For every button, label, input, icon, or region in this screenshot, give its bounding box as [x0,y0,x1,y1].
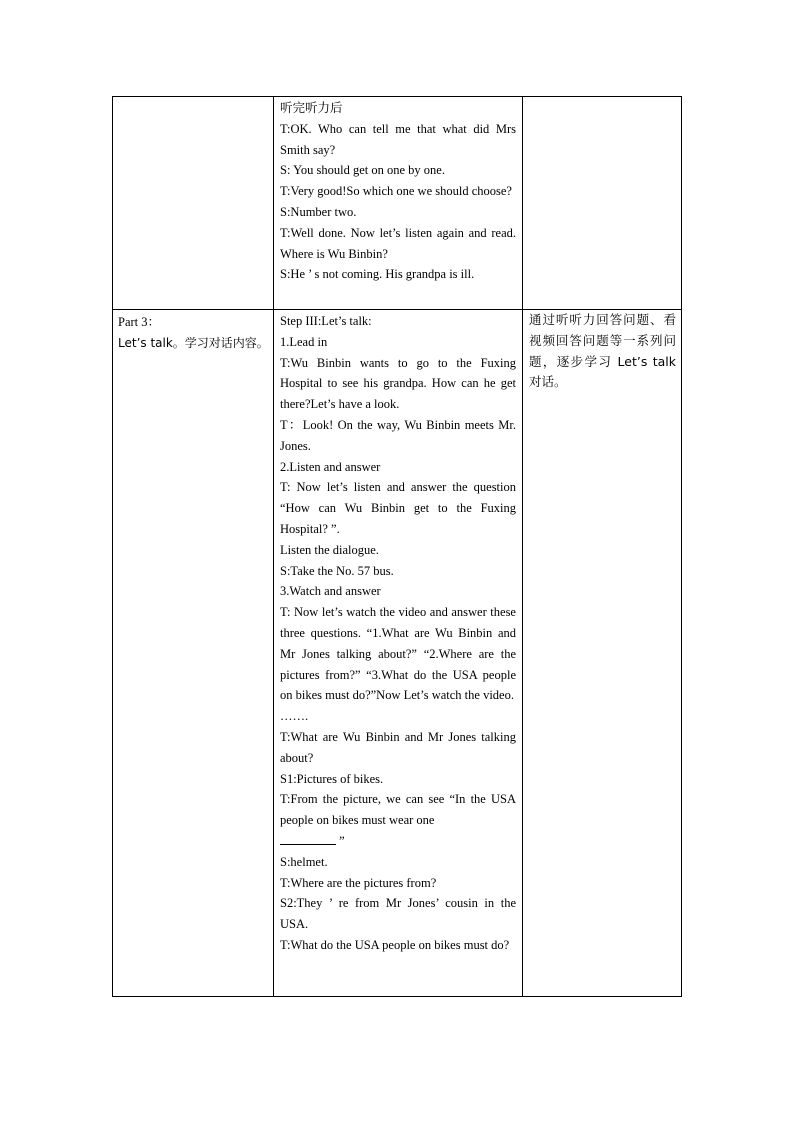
answer-blank [280,832,336,845]
part-description: Let’s talk。学习对话内容。 [118,335,269,350]
part-title: Part 3： [118,315,161,329]
process-line: S2:They ’ re from Mr Jones’ cousin in the USA. [280,896,516,932]
purpose-text: 通过听听力回答问题、看视频回答问题等一系列问题，逐步学习 Let’s talk 对话。 [529,312,676,390]
purpose-cell [523,310,682,997]
process-line: 3.Watch and answer [280,584,381,599]
process-line: S:Take the No. 57 bus. [280,563,394,578]
process-line: T:Where are the pictures from? [280,875,437,890]
process-line: T：Look! On the way, Wu Binbin meets Mr. Jones. [280,417,516,453]
process-line: 听完听力后 [280,100,343,115]
part-cell [113,310,274,997]
process-line: T:Very good!So which one we should choose? [280,184,512,199]
process-line: S: You should get on one by one. [280,163,445,178]
process-line: T:What are Wu Binbin and Mr Jones talking about? [280,729,516,765]
table-row [113,97,682,310]
process-line: T:Well done. Now let’s listen again and read. Where is Wu Binbin? [280,225,516,261]
process-cell [274,310,523,997]
process-line: ……. [280,709,309,724]
process-line: T: Now let’s listen and answer the question “How can Wu Binbin get to the Fuxing Hospital? ”. [280,480,516,536]
process-line: S:helmet. [280,854,328,869]
closing-quote: ” [339,833,345,848]
process-line: T:Wu Binbin wants to go to the Fuxing Hospital to see his grandpa. How can he get there?Let’s have a look. [280,355,516,412]
answer-blank-line [280,831,516,852]
process-cell [274,97,523,310]
process-line: T:What do the USA people on bikes must do? [280,937,510,952]
process-text [274,310,522,956]
process-line: T:From the picture, we can see “In the USA people on bikes must wear one [280,792,516,828]
part-cell [113,97,274,310]
process-line: S:He ’ s not coming. His grandpa is ill. [280,267,475,282]
process-line: 2.Listen and answer [280,459,381,474]
process-text [274,97,522,285]
process-line: T:OK. Who can tell me that what did Mrs Smith say? [280,121,516,157]
process-line: 1.Lead in [280,334,328,349]
process-line: S1:Pictures of bikes. [280,771,384,786]
lesson-plan-table [112,96,682,997]
purpose-cell [523,97,682,310]
process-line: Listen the dialogue. [280,542,379,557]
process-line: S:Number two. [280,204,357,219]
process-line: T: Now let’s watch the video and answer these three questions. “1.What are Wu Binbin and Mr Jones talking about?” “2.Where are the pictures from?” “3.What do the USA people on bikes must do?”Now Let’s watch the video. [280,605,516,703]
process-line: Step III:Let’s talk: [280,314,372,328]
table-row [113,310,682,997]
